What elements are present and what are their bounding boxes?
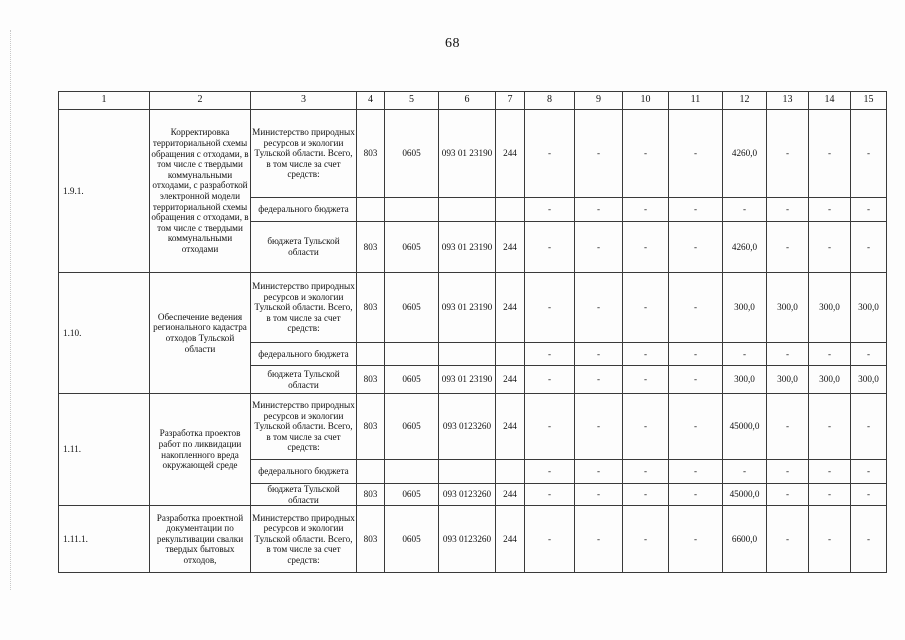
year-col-11: - — [669, 506, 723, 573]
year-col-11: - — [669, 394, 723, 460]
kbk-target: 093 01 23190 — [439, 273, 496, 343]
funding-source: Министерство природных ресурсов и экологии Тульской области. Всего, в том числе за счет средств: — [251, 110, 357, 198]
year-col-10: - — [623, 506, 669, 573]
kbk-expense: 244 — [496, 394, 525, 460]
year-col-10: - — [623, 343, 669, 366]
year-col-14: - — [809, 506, 851, 573]
kbk-target: 093 0123260 — [439, 506, 496, 573]
year-col-10: - — [623, 273, 669, 343]
year-col-14: 300,0 — [809, 366, 851, 394]
funding-source: федерального бюджета — [251, 343, 357, 366]
kbk-section: 0605 — [385, 394, 439, 460]
kbk-section: 0605 — [385, 506, 439, 573]
kbk-target: 093 01 23190 — [439, 366, 496, 394]
year-col-9: - — [575, 198, 623, 222]
year-col-15: 300,0 — [851, 366, 887, 394]
year-col-10: - — [623, 110, 669, 198]
funding-source: Министерство природных ресурсов и экологии Тульской области. Всего, в том числе за счет средств: — [251, 273, 357, 343]
year-col-12: 300,0 — [723, 366, 767, 394]
funding-source: бюджета Тульской области — [251, 484, 357, 506]
column-header: 14 — [809, 92, 851, 110]
item-code: 1.9.1. — [59, 110, 150, 273]
year-col-13: - — [767, 110, 809, 198]
year-col-10: - — [623, 366, 669, 394]
year-col-13: - — [767, 484, 809, 506]
kbk-target — [439, 198, 496, 222]
year-col-15: - — [851, 110, 887, 198]
year-col-12: 45000,0 — [723, 394, 767, 460]
year-col-14: - — [809, 222, 851, 273]
year-col-12: 6600,0 — [723, 506, 767, 573]
year-col-12: 45000,0 — [723, 484, 767, 506]
funding-source: бюджета Тульской области — [251, 222, 357, 273]
year-col-13: - — [767, 343, 809, 366]
kbk-ministry: 803 — [357, 484, 385, 506]
kbk-section: 0605 — [385, 110, 439, 198]
kbk-target — [439, 343, 496, 366]
kbk-expense: 244 — [496, 484, 525, 506]
year-col-8: - — [525, 110, 575, 198]
year-col-13: - — [767, 506, 809, 573]
column-header: 5 — [385, 92, 439, 110]
year-col-8: - — [525, 484, 575, 506]
year-col-10: - — [623, 394, 669, 460]
column-header: 2 — [150, 92, 251, 110]
year-col-15: - — [851, 484, 887, 506]
page-number: 68 — [445, 36, 460, 51]
budget-table — [58, 91, 887, 573]
column-header: 8 — [525, 92, 575, 110]
year-col-14: - — [809, 460, 851, 484]
kbk-ministry: 803 — [357, 506, 385, 573]
year-col-13: - — [767, 460, 809, 484]
year-col-8: - — [525, 222, 575, 273]
year-col-13: - — [767, 222, 809, 273]
column-header: 9 — [575, 92, 623, 110]
column-header: 4 — [357, 92, 385, 110]
year-col-11: - — [669, 110, 723, 198]
table-row — [59, 394, 887, 460]
column-header: 11 — [669, 92, 723, 110]
kbk-expense — [496, 343, 525, 366]
column-header: 12 — [723, 92, 767, 110]
year-col-15: 300,0 — [851, 273, 887, 343]
year-col-11: - — [669, 484, 723, 506]
year-col-15: - — [851, 394, 887, 460]
year-col-8: - — [525, 343, 575, 366]
kbk-expense: 244 — [496, 273, 525, 343]
kbk-ministry — [357, 198, 385, 222]
year-col-15: - — [851, 506, 887, 573]
year-col-12: 300,0 — [723, 273, 767, 343]
year-col-13: 300,0 — [767, 273, 809, 343]
year-col-11: - — [669, 460, 723, 484]
year-col-14: - — [809, 198, 851, 222]
kbk-section: 0605 — [385, 273, 439, 343]
kbk-section — [385, 460, 439, 484]
kbk-target: 093 0123260 — [439, 484, 496, 506]
year-col-8: - — [525, 460, 575, 484]
column-header: 1 — [59, 92, 150, 110]
kbk-section: 0605 — [385, 366, 439, 394]
kbk-target: 093 0123260 — [439, 394, 496, 460]
year-col-14: - — [809, 343, 851, 366]
kbk-expense: 244 — [496, 110, 525, 198]
kbk-ministry: 803 — [357, 366, 385, 394]
year-col-13: 300,0 — [767, 366, 809, 394]
year-col-11: - — [669, 366, 723, 394]
scan-artifact — [10, 30, 13, 590]
year-col-8: - — [525, 366, 575, 394]
year-col-15: - — [851, 343, 887, 366]
year-col-11: - — [669, 273, 723, 343]
year-col-9: - — [575, 460, 623, 484]
year-col-8: - — [525, 506, 575, 573]
year-col-8: - — [525, 198, 575, 222]
kbk-expense: 244 — [496, 222, 525, 273]
kbk-section — [385, 198, 439, 222]
item-name: Обеспечение ведения регионального кадастра отходов Тульской области — [150, 273, 251, 394]
year-col-8: - — [525, 394, 575, 460]
year-col-9: - — [575, 394, 623, 460]
funding-source: Министерство природных ресурсов и экологии Тульской области. Всего, в том числе за счет средств: — [251, 506, 357, 573]
year-col-12: - — [723, 198, 767, 222]
kbk-target: 093 01 23190 — [439, 110, 496, 198]
year-col-15: - — [851, 460, 887, 484]
year-col-14: - — [809, 110, 851, 198]
kbk-ministry: 803 — [357, 222, 385, 273]
item-code: 1.10. — [59, 273, 150, 394]
year-col-14: 300,0 — [809, 273, 851, 343]
kbk-expense: 244 — [496, 506, 525, 573]
year-col-8: - — [525, 273, 575, 343]
item-code: 1.11. — [59, 394, 150, 506]
kbk-section: 0605 — [385, 222, 439, 273]
year-col-14: - — [809, 394, 851, 460]
item-code: 1.11.1. — [59, 506, 150, 573]
kbk-ministry: 803 — [357, 273, 385, 343]
year-col-10: - — [623, 484, 669, 506]
kbk-expense: 244 — [496, 366, 525, 394]
year-col-11: - — [669, 222, 723, 273]
year-col-11: - — [669, 343, 723, 366]
column-header: 13 — [767, 92, 809, 110]
column-header: 15 — [851, 92, 887, 110]
funding-source: Министерство природных ресурсов и экологии Тульской области. Всего, в том числе за счет средств: — [251, 394, 357, 460]
kbk-expense — [496, 198, 525, 222]
column-header: 7 — [496, 92, 525, 110]
kbk-ministry — [357, 343, 385, 366]
table-row — [59, 506, 887, 573]
year-col-9: - — [575, 273, 623, 343]
item-name: Разработка проектной документации по рекультивации свалки твердых бытовых отходов, — [150, 506, 251, 573]
year-col-14: - — [809, 484, 851, 506]
year-col-12: 4260,0 — [723, 222, 767, 273]
year-col-9: - — [575, 343, 623, 366]
year-col-10: - — [623, 460, 669, 484]
year-col-13: - — [767, 394, 809, 460]
year-col-9: - — [575, 110, 623, 198]
item-name: Корректировка территориальной схемы обращения с отходами, в том числе с твердыми коммунальными отходами, с разработкой электронной модели территориальной схемы обращения с отходами, в том числе с твердыми коммунальными отходами — [150, 110, 251, 273]
funding-source: федерального бюджета — [251, 460, 357, 484]
kbk-ministry — [357, 460, 385, 484]
kbk-section: 0605 — [385, 484, 439, 506]
funding-source: бюджета Тульской области — [251, 366, 357, 394]
kbk-section — [385, 343, 439, 366]
kbk-target: 093 01 23190 — [439, 222, 496, 273]
year-col-12: - — [723, 343, 767, 366]
year-col-15: - — [851, 222, 887, 273]
table-row — [59, 273, 887, 343]
year-col-9: - — [575, 366, 623, 394]
year-col-9: - — [575, 484, 623, 506]
column-header: 6 — [439, 92, 496, 110]
year-col-15: - — [851, 198, 887, 222]
table-header-row — [59, 92, 887, 110]
year-col-10: - — [623, 222, 669, 273]
funding-source: федерального бюджета — [251, 198, 357, 222]
year-col-12: - — [723, 460, 767, 484]
year-col-11: - — [669, 198, 723, 222]
kbk-expense — [496, 460, 525, 484]
kbk-ministry: 803 — [357, 394, 385, 460]
column-header: 10 — [623, 92, 669, 110]
year-col-12: 4260,0 — [723, 110, 767, 198]
kbk-target — [439, 460, 496, 484]
column-header: 3 — [251, 92, 357, 110]
item-name: Разработка проектов работ по ликвидации накопленного вреда окружающей среде — [150, 394, 251, 506]
kbk-ministry: 803 — [357, 110, 385, 198]
year-col-9: - — [575, 506, 623, 573]
year-col-10: - — [623, 198, 669, 222]
year-col-13: - — [767, 198, 809, 222]
table-row — [59, 110, 887, 198]
year-col-9: - — [575, 222, 623, 273]
